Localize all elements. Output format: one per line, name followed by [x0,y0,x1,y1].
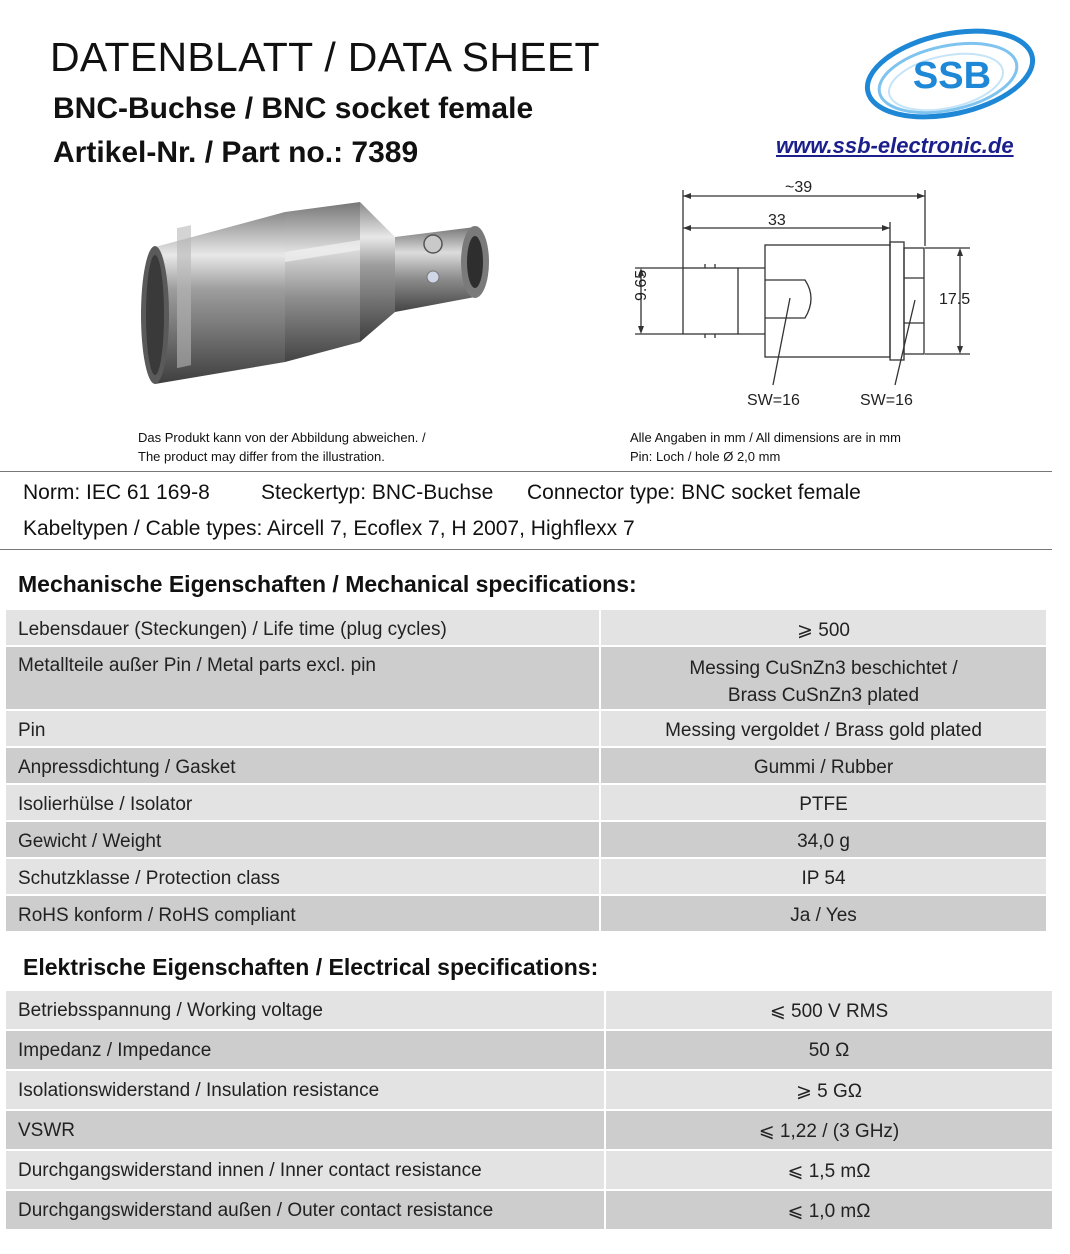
elec-value: ⩽ 1,0 mΩ [604,1191,1052,1231]
mech-label: Isolierhülse / Isolator [6,785,599,822]
table-row [6,1111,1052,1151]
sw-left-label: SW=16 [747,392,800,409]
logo-text: SSB [912,55,992,97]
mech-label: Anpressdichtung / Gasket [6,748,599,785]
drawing-caption-line-2: Pin: Loch / hole Ø 2,0 mm [630,449,781,464]
product-subtitle: BNC-Buchse / BNC socket female [53,92,534,125]
elec-label: VSWR [6,1111,604,1151]
drawing-caption-line-1: Alle Angaben in mm / All dimensions are in mm [630,430,901,445]
mech-value: Messing vergoldet / Brass gold plated [599,711,1046,748]
table-row [6,859,1046,896]
dim-body-label: 33 [768,212,786,229]
table-row [6,785,1046,822]
technical-drawing [605,170,1000,415]
table-row [6,647,1046,711]
elec-label: Durchgangswiderstand innen / Inner contact resistance [6,1151,604,1191]
table-row [6,822,1046,859]
table-row [6,610,1046,647]
part-number: Artikel-Nr. / Part no.: 7389 [53,136,419,169]
dim-small-diameter-label: 9.65 [633,269,650,301]
electrical-title: Elektrische Eigenschaften / Electrical specifications: [23,954,599,980]
table-row [6,748,1046,785]
sw-right-label: SW=16 [860,392,913,409]
divider-bottom [0,549,1052,550]
mech-label: Metallteile außer Pin / Metal parts excl. pin [6,647,599,711]
mech-label: Pin [6,711,599,748]
elec-label: Durchgangswiderstand außen / Outer contact resistance [6,1191,604,1231]
elec-value: ⩽ 1,5 mΩ [604,1151,1052,1191]
mech-value [599,647,1046,711]
mechanical-title: Mechanische Eigenschaften / Mechanical specifications: [18,571,637,597]
table-row [6,991,1052,1031]
table-row [6,1151,1052,1191]
page-title: DATENBLATT / DATA SHEET [50,34,600,80]
divider-top [0,471,1052,472]
connector-type-en: Connector type: BNC socket female [527,481,861,504]
electrical-table [6,991,1052,1231]
table-row [6,1031,1052,1071]
ssb-logo [860,22,1040,132]
table-row [6,896,1046,933]
dim-overall-label: ~39 [785,179,813,196]
elec-value: ⩽ 500 V RMS [604,991,1052,1031]
mech-label: Lebensdauer (Steckungen) / Life time (plug cycles) [6,610,599,647]
photo-caption [138,428,426,466]
photo-caption-line-2: The product may differ from the illustration. [138,449,385,464]
product-photo [135,192,495,387]
table-row [6,1071,1052,1111]
cable-types: Kabeltypen / Cable types: Aircell 7, Ecoflex 7, H 2007, Highflexx 7 [23,517,635,540]
mech-value: PTFE [599,785,1046,822]
elec-label: Betriebsspannung / Working voltage [6,991,604,1031]
mechanical-table [6,610,1046,933]
elec-value: ⩽ 1,22 / (3 GHz) [604,1111,1052,1151]
drawing-caption [630,428,901,466]
norm-info: Norm: IEC 61 169-8 [23,481,210,504]
table-row [6,711,1046,748]
mech-value: IP 54 [599,859,1046,896]
mech-label: RoHS konform / RoHS compliant [6,896,599,933]
mech-value: Ja / Yes [599,896,1046,933]
photo-caption-line-1: Das Produkt kann von der Abbildung abweichen. / [138,430,426,445]
table-row [6,1191,1052,1231]
mech-value: Gummi / Rubber [599,748,1046,785]
mech-label: Gewicht / Weight [6,822,599,859]
elec-value: ⩾ 5 GΩ [604,1071,1052,1111]
mech-value: ⩾ 500 [599,610,1046,647]
elec-label: Isolationswiderstand / Insulation resistance [6,1071,604,1111]
elec-label: Impedanz / Impedance [6,1031,604,1071]
website-link[interactable]: www.ssb-electronic.de [776,133,1014,158]
mech-label: Schutzklasse / Protection class [6,859,599,896]
dim-large-diameter-label: 17.5 [939,291,971,308]
mech-value: 34,0 g [599,822,1046,859]
mech-value-line-2: Brass CuSnZn3 plated [727,685,920,706]
elec-value: 50 Ω [604,1031,1052,1071]
mech-value-line-1: Messing CuSnZn3 beschichtet / [689,658,958,679]
connector-type-de: Steckertyp: BNC-Buchse [261,481,494,504]
